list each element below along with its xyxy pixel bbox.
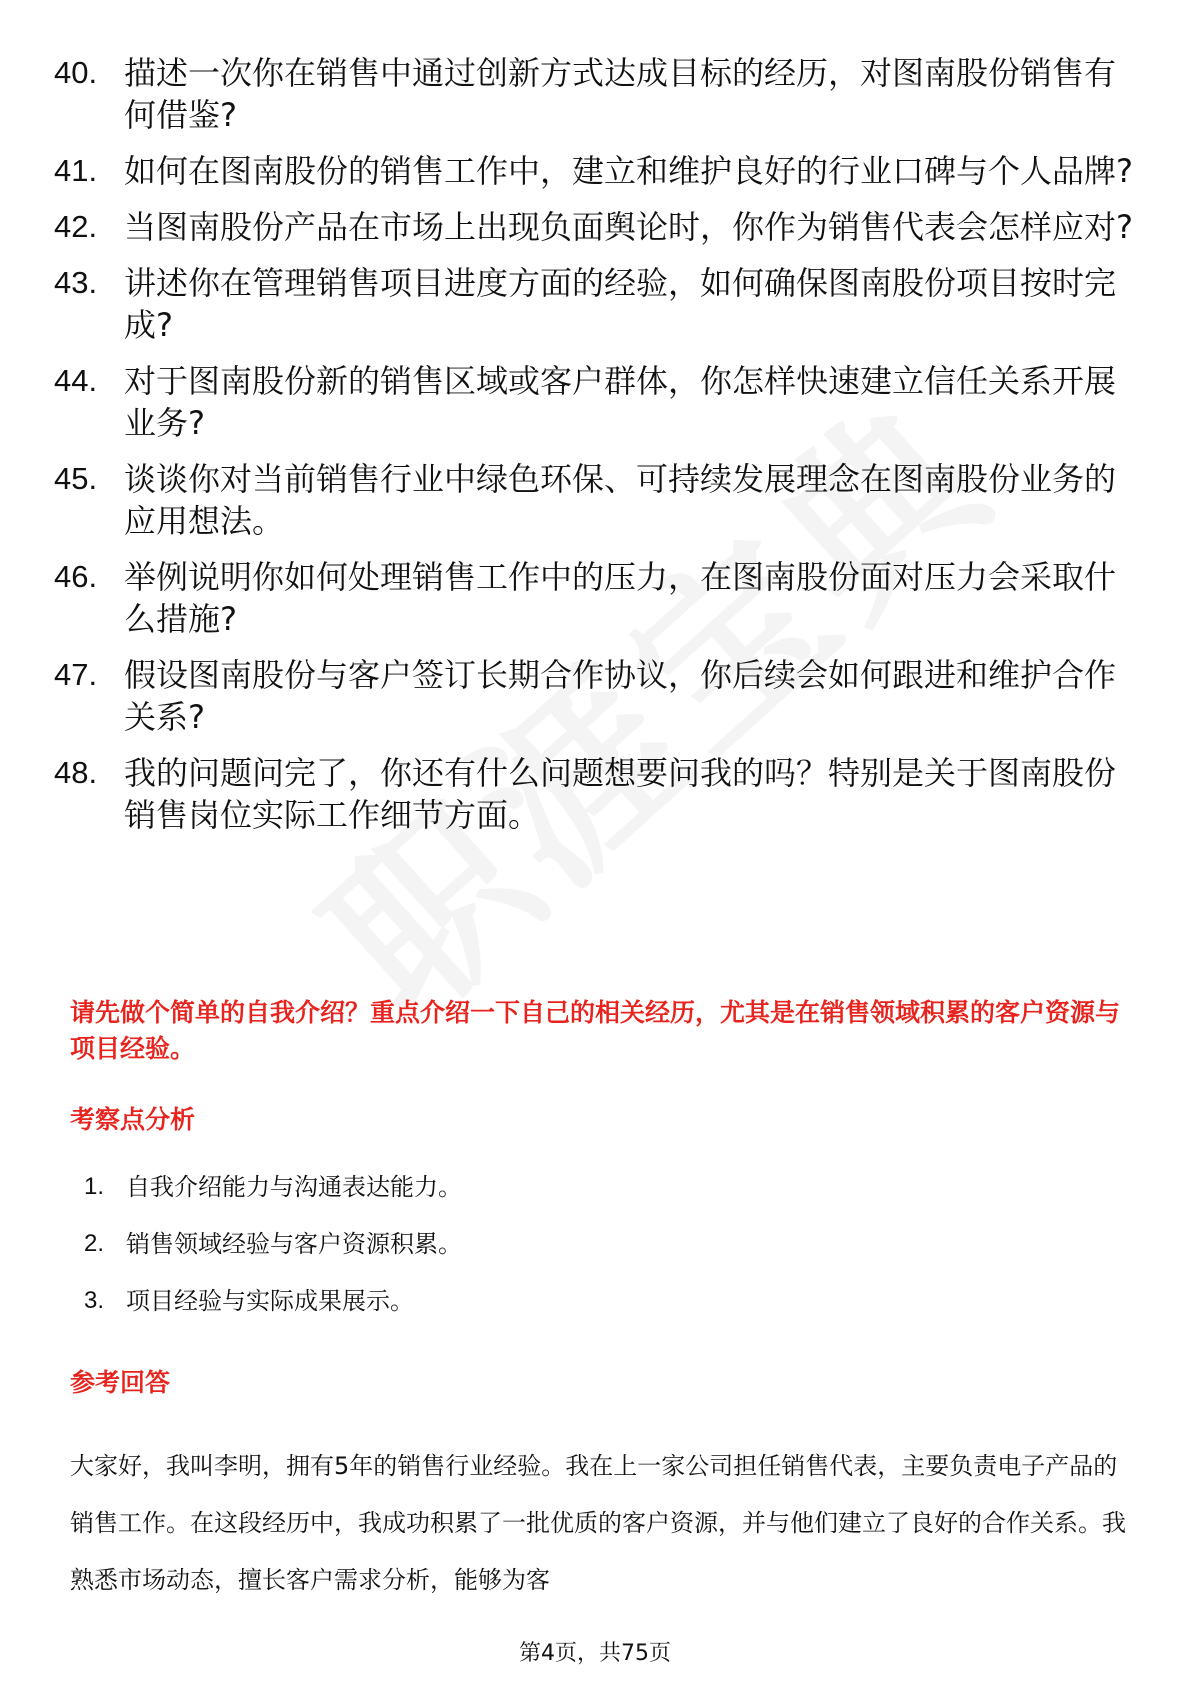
question-number: 47. <box>54 657 98 692</box>
question-item <box>54 556 1134 640</box>
question-item <box>54 752 1134 836</box>
question-number: 42. <box>54 209 98 244</box>
analysis-point <box>84 1170 462 1227</box>
question-item <box>54 206 1134 248</box>
answer-text: 大家好，我叫李明，拥有5年的销售行业经验。我在上一家公司担任销售代表，主要负责电子产品的销售工作。在这段经历中，我成功积累了一批优质的客户资源，并与他们建立了良好的合作关系。我熟悉市场动态，擅长客户需求分析，能够为客 <box>70 1452 1126 1594</box>
point-number: 2. <box>84 1230 105 1257</box>
question-item <box>54 360 1134 444</box>
question-number: 40. <box>54 55 98 90</box>
analysis-point <box>84 1284 462 1341</box>
question-number: 44. <box>54 363 98 398</box>
question-list <box>54 52 1134 850</box>
question-item <box>54 458 1134 542</box>
question-text: 谈谈你对当前销售行业中绿色环保、可持续发展理念在图南股份业务的应用想法。 <box>124 460 1117 540</box>
main-question: 请先做个简单的自我介绍？重点介绍一下自己的相关经历，尤其是在销售领域积累的客户资源与项目经验。 <box>70 998 1121 1063</box>
question-text: 对于图南股份新的销售区域或客户群体，你怎样快速建立信任关系开展业务? <box>124 362 1117 442</box>
point-number: 1. <box>84 1173 105 1200</box>
point-number: 3. <box>84 1287 105 1314</box>
question-text: 我的问题问完了，你还有什么问题想要问我的吗？特别是关于图南股份销售岗位实际工作细节方面。 <box>124 754 1117 834</box>
question-number: 43. <box>54 265 98 300</box>
question-number: 41. <box>54 153 98 188</box>
question-number: 48. <box>54 755 98 790</box>
question-item <box>54 52 1134 136</box>
question-text: 举例说明你如何处理销售工作中的压力，在图南股份面对压力会采取什么措施? <box>124 558 1117 638</box>
question-text: 假设图南股份与客户签订长期合作协议，你后续会如何跟进和维护合作关系? <box>124 656 1117 736</box>
point-text: 项目经验与实际成果展示。 <box>126 1287 414 1315</box>
question-number: 45. <box>54 461 98 496</box>
question-text: 描述一次你在销售中通过创新方式达成目标的经历，对图南股份销售有何借鉴? <box>124 54 1117 134</box>
point-text: 自我介绍能力与沟通表达能力。 <box>126 1173 462 1201</box>
page-footer: 第4页，共75页 <box>519 1641 671 1666</box>
question-number: 46. <box>54 559 98 594</box>
analysis-title: 考察点分析 <box>70 1105 196 1134</box>
question-item <box>54 262 1134 346</box>
question-item <box>54 654 1134 738</box>
question-text: 当图南股份产品在市场上出现负面舆论时，你作为销售代表会怎样应对? <box>124 208 1133 246</box>
question-text: 如何在图南股份的销售工作中，建立和维护良好的行业口碑与个人品牌? <box>124 152 1133 190</box>
analysis-points <box>84 1170 462 1341</box>
question-item <box>54 150 1134 192</box>
question-text: 讲述你在管理销售项目进度方面的经验，如何确保图南股份项目按时完成? <box>124 264 1117 344</box>
analysis-point <box>84 1227 462 1284</box>
point-text: 销售领域经验与客户资源积累。 <box>126 1230 462 1258</box>
answer-title: 参考回答 <box>70 1368 171 1397</box>
